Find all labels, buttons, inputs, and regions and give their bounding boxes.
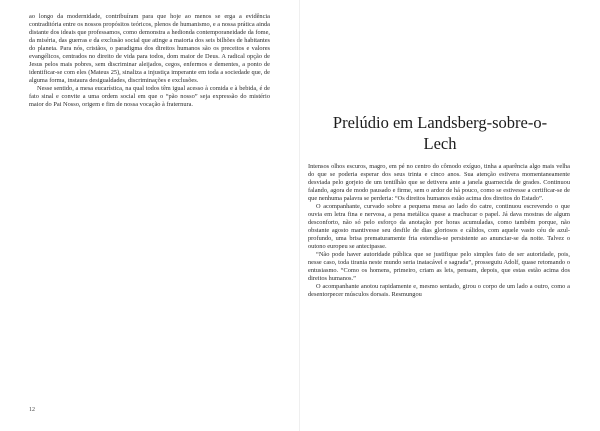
- chapter-title: Prelúdio em Landsberg-sobre-o-Lech: [332, 113, 548, 153]
- right-page-body: [308, 163, 570, 299]
- paragraph: Nesse sentido, a mesa eucarística, na qual todos têm igual acesso à comida e à bebida, é de fato sinal e convite a uma ordem social em que o “pão nosso” seja expressão do mistério maior do Pai Nosso, origem e fim de nossa vocação à fraternura.: [29, 85, 270, 109]
- paragraph: Intensos olhos escuros, magro, em pé no centro do cômodo exíguo, tinha a aparência algo mais velha do que se poderia esperar dos seus trinta e cinco anos. Sua atenção estivera momentaneamente desviada pelo gorjeio de um tentilhão que se detivera ante a janela guarnecida de grades. Continuou falando, agora de modo pausado e firme, sem o ardor de há pouco, como se estivesse a certificar-se de que nenhuma palavra se perderia: “Os direitos humanos estão acima dos direitos do Estado”.: [308, 163, 570, 203]
- paragraph: O acompanhante anotou rapidamente e, mesmo sentado, girou o corpo de um lado a outro, como a desentorpecer músculos dorsais. Resmungou: [308, 283, 570, 299]
- paragraph: “Não pode haver autoridade pública que se justifique pelo simples fato de ser autoridade, pois, nesse caso, toda tirania neste mundo seria inatacável e sagrada”, prosseguiu Adolf, quase retomando o entusiasmo. “Como os homens, primeiro, criam as leis, pensam, depois, que estas estão acima dos direitos humanos.”: [308, 251, 570, 283]
- left-page-body: [29, 13, 270, 109]
- paragraph: ao longo da modernidade, contribuíram para que hoje ao menos se erga a evidência contraditória entre os nossos propósitos teóricos, plenos de humanismo, e a nossa prática ainda distante dos ideais que professamos, como demonstra a hedionda contemporaneidade da fome, da miséria, das guerras e da exclusão social que atinge a maioria dos seis bilhões de habitantes do planeta. Para nós, cristãos, o paradigma dos direitos humanos são os preceitos e valores evangélicos, centrados no direito de vida para todos, dom maior de Deus. A radical opção de Jesus pelos mais pobres, sem discriminar aleijados, cegos, enfermos e dementes, a ponto de identificar-se com eles (Mateus 25), sinaliza a injustiça imperante em toda a sociedade que, de alguma forma, instaura desigualdades, discriminações e exclusões.: [29, 13, 270, 85]
- paragraph: O acompanhante, curvado sobre a pequena mesa ao lado do catre, continuou escrevendo o que ouvia em letra fina e nervosa, a pena metálica quase a machucar o papel. Já dava mostras de algum desconforto, não só pelo esforço da anotação por horas acumuladas, como também porque, não obstante agosto mantivesse seu desfile de dias gloriosos e cálidos, com aquele vasto céu de azul-profundo, uma brisa prematuramente fria estendia-se persistente ao anunciar-se da noite. Talvez o outono europeu se antecipasse.: [308, 203, 570, 251]
- page-number: 12: [29, 407, 35, 413]
